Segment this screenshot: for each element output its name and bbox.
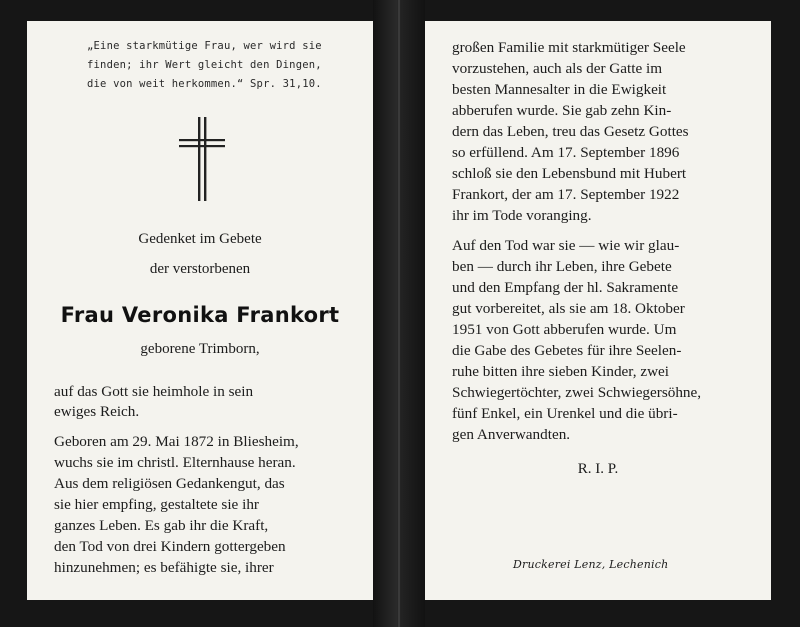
closing-rip: R. I. P.	[577, 461, 619, 477]
bio-line-4: sie hier empfing, gestaltete sie ihr	[54, 496, 259, 513]
heading-line-2: der verstorbenen	[149, 261, 251, 277]
p1-line-4: abberufen wurde. Sie gab zehn Kin-	[452, 102, 672, 119]
motto-line-3: die von weit herkommen.“ Spr. 31,10.	[87, 78, 322, 90]
p2-line-4: gut vorbereitet, als sie am 18. Oktober	[452, 300, 685, 317]
bio-line-3: Aus dem religiösen Gedankengut, das	[54, 475, 285, 492]
maiden-name: geborene Trimborn,	[140, 341, 260, 357]
prayer-text: auf das Gott sie heimhole in sein	[54, 383, 254, 400]
p2-line-7: ruhe bitten ihre sieben Kinder, zwei	[452, 363, 669, 380]
p1-line-1: großen Familie mit starkmütiger Seele	[452, 39, 686, 56]
bio-line-2: wuchs sie im christl. Elternhause heran.	[54, 454, 296, 471]
p2-line-3: und den Empfang der hl. Sakramente	[452, 279, 679, 296]
bio-line-6: den Tod von drei Kindern gottergeben	[54, 538, 286, 555]
p2-line-10: gen Anverwandten.	[452, 426, 571, 443]
p2-line-9: fünf Enkel, ein Urenkel und die übri-	[452, 405, 678, 422]
p2-line-8: Schwiegertöchter, zwei Schwiegersöhne,	[452, 384, 702, 401]
prayer-line-1	[54, 383, 348, 401]
p2-line-6: die Gabe des Gebetes für ihre Seelen-	[452, 342, 682, 359]
p2-line-5: 1951 von Gott abberufen wurde. Um	[452, 321, 677, 338]
prayer-line-2: ewiges Reich.	[54, 403, 140, 420]
p1-line-6: so erfüllend. Am 17. September 1896	[452, 144, 680, 161]
motto-line-1: „Eine starkmütige Frau, wer wird sie	[87, 40, 322, 52]
fold-line	[398, 0, 400, 627]
right-page	[425, 21, 771, 600]
printer-imprint: Druckerei Lenz, Lechenich	[513, 558, 669, 571]
p2-line-2: ben — durch ihr Leben, ihre Gebete	[452, 258, 672, 275]
motto-line-2: finden; ihr Wert gleicht den Dingen,	[87, 59, 322, 71]
p1-line-3: besten Mannesalter in die Ewigkeit	[452, 81, 667, 98]
p1-line-7: schloß sie den Lebensbund mit Hubert	[452, 165, 687, 182]
bio-line-1: Geboren am 29. Mai 1872 in Bliesheim,	[54, 433, 299, 450]
deceased-name: Frau Veronika Frankort	[60, 303, 340, 327]
left-page	[27, 21, 373, 600]
p1-line-5: dern das Leben, treu das Gesetz Gottes	[452, 123, 689, 140]
bio-line-7: hinzunehmen; es befähigte sie, ihrer	[54, 559, 274, 576]
justified-line	[54, 383, 348, 401]
p2-line-1: Auf den Tod war sie — wie wir glau-	[452, 237, 680, 254]
p1-line-2: vorzustehen, auch als der Gatte im	[452, 60, 663, 77]
bio-line-5: ganzes Leben. Es gab ihr die Kraft,	[54, 517, 269, 534]
p1-line-8: Frankort, der am 17. September 1922	[452, 186, 680, 203]
heading-line-1: Gedenket im Gebete	[138, 231, 262, 247]
double-cross-icon	[179, 117, 225, 201]
p1-line-9: ihr im Tode voranging.	[452, 207, 592, 224]
